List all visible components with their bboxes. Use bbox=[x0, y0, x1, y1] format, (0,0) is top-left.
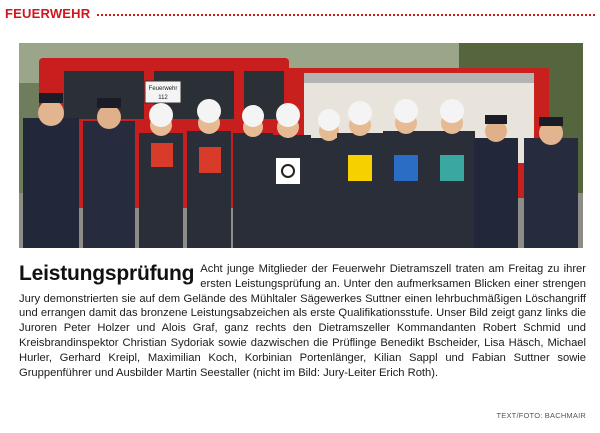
truck-number: 112 bbox=[158, 95, 168, 101]
article-headline: Leistungsprüfung bbox=[19, 262, 195, 285]
truck-sign: Feuerwehr bbox=[148, 86, 178, 92]
article bbox=[19, 262, 586, 380]
group-photo bbox=[19, 43, 583, 248]
section-title: FEUERWEHR bbox=[5, 6, 91, 21]
section-header bbox=[5, 6, 595, 22]
dotted-divider bbox=[97, 14, 595, 16]
photo-credit: TEXT/FOTO: BACHMAIR bbox=[496, 411, 586, 420]
article-body: Acht junge Mitglieder der Feuerwehr Dietramszell traten am Freitag zu ihrer ersten Leistungsprüfung an. Unter den aufmerksamen Blicken einer strengen Jury demonstrierten sie auf dem Gelände des Mühltaler Sägewerkes Suttner einen lehrbuchmäßigen Löschangriff und errangen damit das bronzene Leistungsabzeichen als erste Qualifikationsstufe. Unser Bild zeigt ganz links die Juroren Peter Holzer und Alois Graf, ganz rechts den Dietramszeller Kommandanten Robert Schmid und Kreisbrandinspektor Christian Sydoriak sowie dazwischen die Prüflinge Benedikt Bscheider, Lisa Häsch, Michael Hurler, Gerhard Kreipl, Maximilian Koch, Korbinian Portenlänger, Kilian Sappl und Fabian Suttner sowie Gruppenführer und Ausbilder Martin Seestaller (nicht im Bild: Jury-Leiter Erich Roth). bbox=[19, 263, 586, 379]
